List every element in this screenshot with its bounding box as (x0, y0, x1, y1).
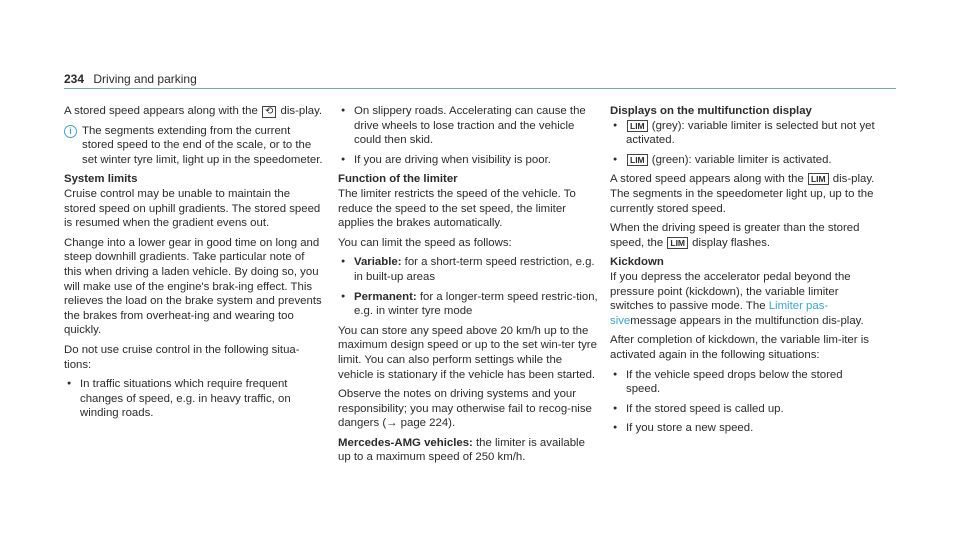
page-number: 234 (64, 72, 85, 86)
bullet-list (610, 119, 878, 168)
paragraph: A stored speed appears along with the LIM dis-play. The segments in the speedometer light up, up to the currently stored speed. (610, 173, 875, 215)
heading-multifunction-display: Displays on the multifunction display (610, 105, 812, 117)
list-item: ● Variable: for a short-term speed restriction, e.g. in built-up areas (338, 255, 600, 284)
paragraph: Do not use cruise control in the following situa-tions: (64, 343, 300, 371)
bullet-list (64, 377, 324, 421)
list-item: ● If you store a new speed. (610, 421, 878, 436)
list-item: ● LIM (grey): variable limiter is selected but not yet activated. (610, 119, 878, 148)
paragraph: A stored speed appears along with the ⟲ dis-play. (64, 105, 323, 117)
limiter-passive-message: Limiter pas-sive (610, 300, 829, 327)
section-title: Driving and parking (93, 72, 197, 86)
lim-icon: LIM (808, 173, 829, 185)
heading-system-limits: System limits (64, 173, 138, 186)
list-item: ● LIM (green): variable limiter is activated. (610, 153, 878, 168)
heading-kickdown: Kickdown (610, 256, 664, 269)
bullet-list (338, 104, 600, 167)
column-3 (610, 104, 878, 441)
lim-icon: LIM (627, 154, 648, 166)
paragraph: After completion of kickdown, the variable lim-iter is activated again in the following situations: (610, 334, 869, 361)
lim-icon: LIM (667, 237, 688, 249)
paragraph: Change into a lower gear in good time on long and steep downhill gradients. Take particular note of this when driving a laden vehicle. By doing so, you will make use of the engine's brak-ing effect. This relieves the load on the brake system and prevents the brakes from overheat-ing and wearing too quickly. (64, 236, 322, 337)
list-item: ● If you are driving when visibility is poor. (338, 153, 600, 168)
paragraph: Cruise control may be unable to maintain the stored speed on uphill gradients. The stored speed is resumed when the gradient evens out. (64, 187, 321, 230)
lim-icon: LIM (627, 120, 648, 132)
list-item: ● In traffic situations which require frequent changes of speed, e.g. in heavy traffic, on winding roads. (64, 377, 324, 421)
paragraph: When the driving speed is greater than the stored speed, the LIM display flashes. (610, 222, 860, 249)
list-item: ● If the vehicle speed drops below the stored speed. (610, 368, 878, 397)
paragraph: You can store any speed above 20 km/h up to the maximum design speed or up to the set win-ter tyre limit. You can also perform settings while the vehicle is stationary if the vehicle has been started. (338, 324, 597, 381)
list-item: ● Permanent: for a longer-term speed restric-tion, e.g. in winter tyre mode (338, 290, 600, 319)
paragraph: If you depress the accelerator pedal beyond the pressure point (kickdown), the variable limiter switches to passive mode. The Limiter pas-sivemessage appears in the multifunction dis-play. (610, 270, 864, 327)
paragraph: The limiter restricts the speed of the vehicle. To reduce the speed to the set speed, the limiter applies the brakes automatically. (338, 187, 576, 230)
header-divider (64, 88, 896, 89)
column-2 (338, 104, 600, 470)
page-header (64, 72, 197, 87)
bullet-list (338, 255, 600, 318)
paragraph: Mercedes-AMG vehicles: the limiter is available up to a maximum speed of 250 km/h. (338, 436, 585, 464)
bullet-list (610, 368, 878, 436)
heading-function-of-limiter: Function of the limiter (338, 173, 458, 186)
list-item: ● If the stored speed is called up. (610, 402, 878, 417)
info-icon: i (64, 125, 77, 138)
column-1 (64, 104, 324, 426)
paragraph: Observe the notes on driving systems and your responsibility; you may otherwise fail to recog-nise dangers (→ page 224). (338, 388, 592, 430)
paragraph: You can limit the speed as follows: (338, 236, 512, 249)
cruise-control-icon: ⟲ (262, 106, 276, 118)
note: i The segments extending from the current stored speed to the end of the scale, or to the set winter tyre limit, light up in the speedometer. (64, 124, 324, 168)
list-item: ● On slippery roads. Accelerating can cause the drive wheels to lose traction and the vehicle could then skid. (338, 104, 600, 148)
